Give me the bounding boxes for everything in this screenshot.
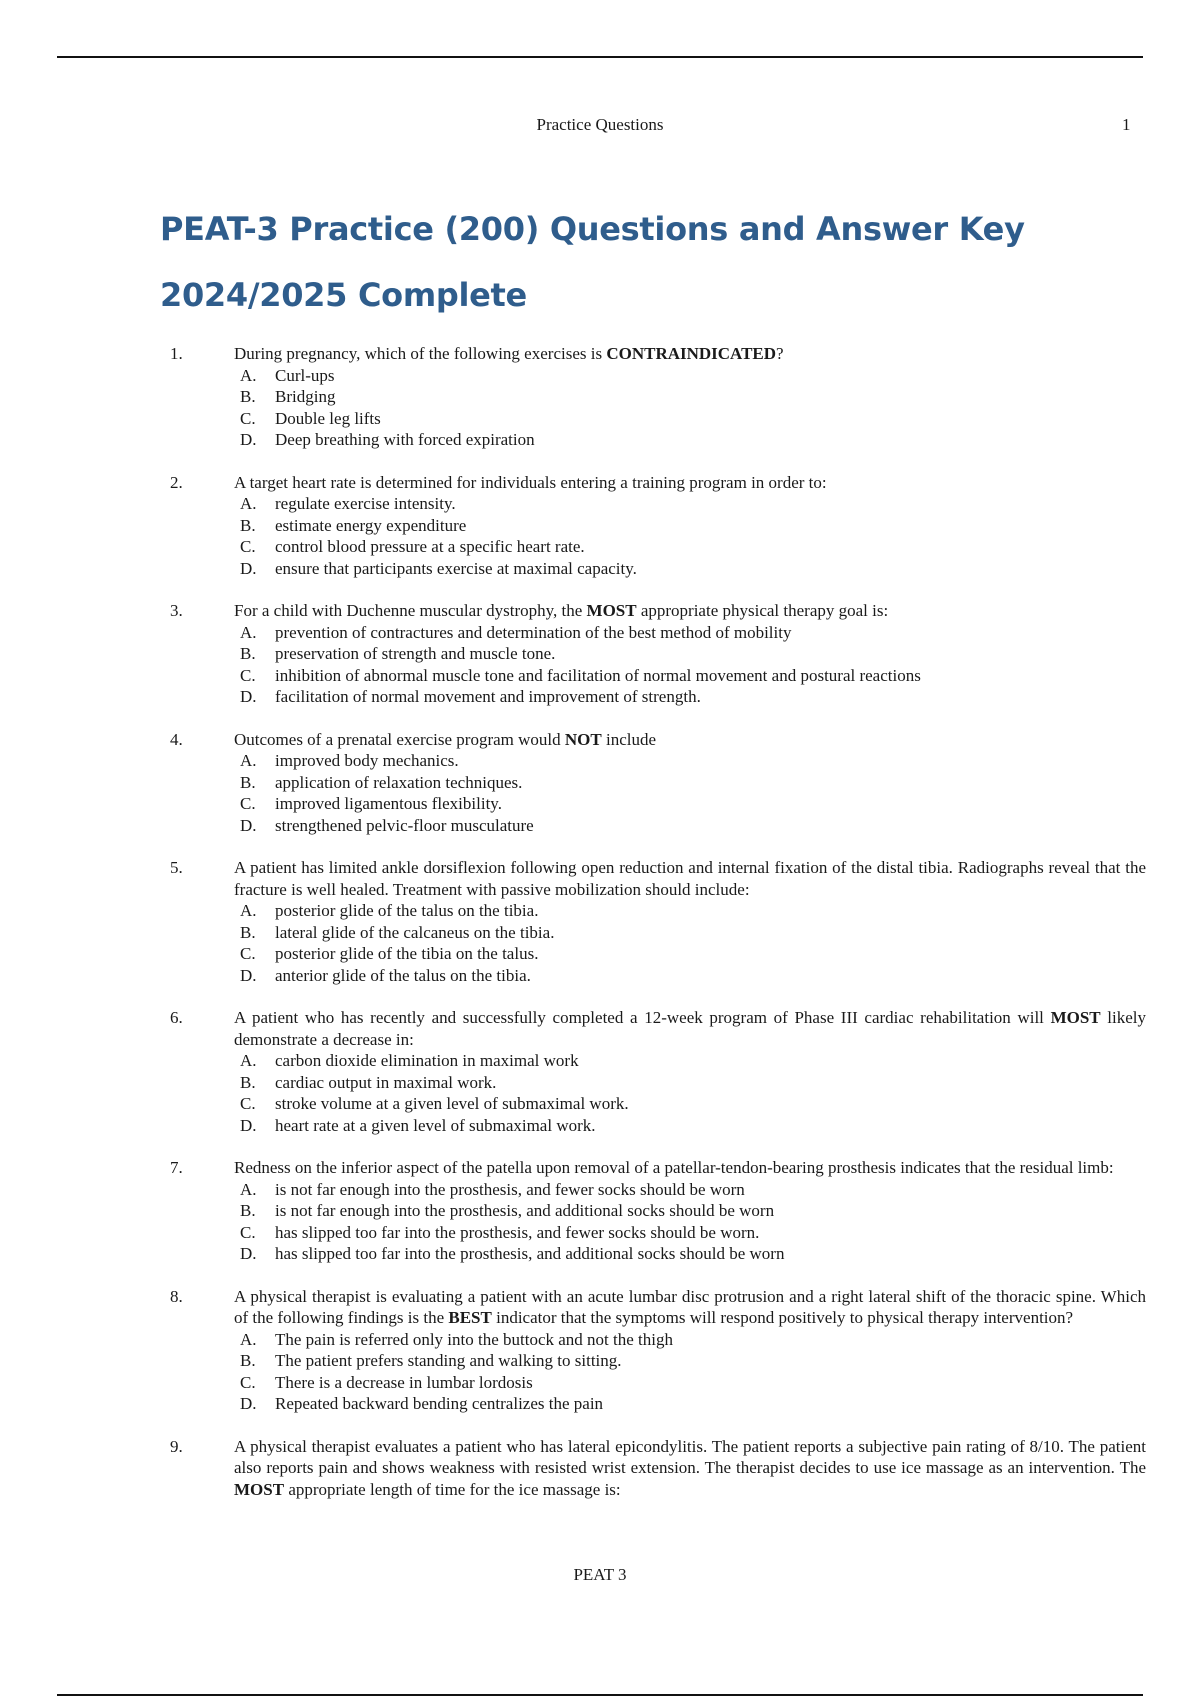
option-text: regulate exercise intensity. [275,494,456,513]
document-title: PEAT-3 Practice (200) Questions and Answer Key 2024/2025 Complete [160,210,1025,314]
option-letter: B. [240,387,256,406]
answer-option [0,1243,1200,1265]
option-letter: D. [240,430,257,449]
option-text: Curl-ups [275,365,335,385]
question-stem-text-end: likely demonstrate a decrease in: [234,1008,1146,1049]
answer-option [0,408,1200,430]
option-letter: D. [240,965,257,985]
answer-option [0,1350,1200,1372]
question-stem-text-end: appropriate physical therapy goal is: [636,601,889,620]
question-stem [234,1436,1146,1501]
answer-option [0,965,1200,987]
option-text: There is a decrease in lumbar lordosis [275,1372,533,1392]
option-text: posterior glide of the talus on the tibia. [275,901,539,920]
option-letter: D. [240,687,257,706]
option-letter: A. [240,1051,257,1070]
option-letter: A. [240,622,257,642]
question-stem [234,729,1146,751]
answer-option [0,558,1200,580]
option-text: is not far enough into the prosthesis, and additional socks should be worn [275,1201,775,1220]
option-letter: B. [240,772,256,792]
question-number: 2. [170,472,183,492]
answer-options [0,1050,1200,1136]
question-stem-text: A patient has limited ankle dorsiflexion following open reduction and internal fixation of the distal tibia. Radiographs reveal that the fracture is well healed. Treatment with passive mobilization should include: [234,858,1146,899]
option-letter: A. [240,751,257,770]
option-text: carbon dioxide elimination in maximal work [275,1051,579,1070]
question-item [0,1007,1200,1136]
question-stem-emphasis: MOST [586,601,637,620]
question-stem-text-end: ? [776,344,784,363]
question-stem-emphasis: MOST [234,1479,285,1499]
top-rule [57,56,1143,58]
question-stem [234,600,1146,622]
option-text: improved ligamentous flexibility. [275,794,502,813]
answer-option [0,1393,1200,1415]
option-letter: C. [240,1222,256,1242]
question-stem-text: A physical therapist is evaluating a patient with an acute lumbar disc protrusion and a right lateral shift of the thoracic spine. Which of the following findings is the [234,1286,1146,1327]
answer-options [0,1329,1200,1415]
option-text: improved body mechanics. [275,751,459,770]
answer-option [0,1222,1200,1244]
answer-option [0,665,1200,687]
question-stem-text: A physical therapist evaluates a patient who has lateral epicondylitis. The patient reports a subjective pain rating of 8/10. The patient also reports pain and shows weakness with resisted wrist extension. The therapist decides to use ice massage as an intervention. The [234,1436,1146,1477]
option-letter: B. [240,1072,256,1092]
option-letter: D. [240,1115,257,1135]
answer-option [0,1093,1200,1115]
option-letter: C. [240,794,256,813]
question-stem [234,343,1146,365]
page-number: 1 [1122,115,1131,134]
option-letter: A. [240,1179,257,1199]
question-item [0,1157,1200,1265]
question-stem-text: Redness on the inferior aspect of the patella upon removal of a patellar-tendon-bearing prosthesis indicates that the residual limb: [234,1158,1114,1177]
option-text: preservation of strength and muscle tone. [275,644,556,663]
option-text: Bridging [275,387,336,406]
question-stem [234,857,1146,900]
question-stem-text-end: appropriate length of time for the ice massage is: [284,1479,621,1499]
answer-option [0,386,1200,408]
option-text: cardiac output in maximal work. [275,1072,497,1092]
option-letter: B. [240,1201,256,1220]
option-text: application of relaxation techniques. [275,772,523,792]
answer-option [0,1372,1200,1394]
question-stem [234,1157,1146,1179]
option-letter: D. [240,1244,257,1263]
answer-option [0,1115,1200,1137]
question-stem-emphasis: NOT [564,729,602,749]
question-item [0,343,1200,451]
question-stem [234,1286,1146,1329]
option-letter: C. [240,944,256,963]
question-stem-text: A target heart rate is determined for individuals entering a training program in order to: [234,472,827,492]
question-number: 9. [170,1436,183,1456]
option-text: has slipped too far into the prosthesis, and fewer socks should be worn. [275,1222,760,1242]
option-text: lateral glide of the calcaneus on the tibia. [275,922,555,942]
question-number: 8. [170,1286,183,1306]
option-text: estimate energy expenditure [275,515,467,535]
option-letter: C. [240,408,256,428]
question-stem [234,472,1146,494]
answer-option [0,1200,1200,1222]
option-letter: D. [240,558,257,578]
option-letter: D. [240,1394,257,1413]
question-stem-text-end: include [601,729,657,749]
answer-option [0,365,1200,387]
question-item [0,600,1200,708]
question-list [0,343,1200,1521]
option-letter: B. [240,515,256,535]
answer-option [0,536,1200,558]
running-head: Practice Questions [536,115,664,134]
question-stem-text: For a child with Duchenne muscular dystrophy, the [234,601,587,620]
question-item [0,857,1200,986]
option-letter: B. [240,644,256,663]
answer-option [0,1329,1200,1351]
answer-option [0,815,1200,837]
answer-option [0,429,1200,451]
option-letter: A. [240,901,257,920]
option-text: is not far enough into the prosthesis, and fewer socks should be worn [275,1179,745,1199]
page-footer: PEAT 3 [573,1565,627,1584]
option-text: facilitation of normal movement and improvement of strength. [275,687,701,706]
option-text: strengthened pelvic-floor musculature [275,815,534,835]
question-stem [234,1007,1146,1050]
option-text: Deep breathing with forced expiration [275,430,535,449]
question-item [0,472,1200,580]
answer-options [0,750,1200,836]
question-number: 6. [170,1008,183,1027]
answer-option [0,1072,1200,1094]
answer-option [0,643,1200,665]
question-number: 4. [170,729,183,749]
option-text: posterior glide of the tibia on the talus. [275,944,539,963]
answer-option [0,900,1200,922]
option-text: control blood pressure at a specific heart rate. [275,537,585,556]
option-letter: D. [240,815,257,835]
question-number: 1. [170,344,183,363]
question-stem-text: A patient who has recently and successfully completed a 12-week program of Phase III cardiac rehabilitation will [234,1008,1051,1027]
question-item [0,1286,1200,1415]
question-number: 3. [170,601,183,620]
answer-options [0,1179,1200,1265]
option-text: stroke volume at a given level of submaximal work. [275,1094,629,1113]
answer-option [0,943,1200,965]
question-stem-text: Outcomes of a prenatal exercise program would [234,729,565,749]
answer-option [0,686,1200,708]
option-letter: C. [240,1372,256,1392]
answer-option [0,793,1200,815]
answer-option [0,750,1200,772]
question-stem-text: During pregnancy, which of the following exercises is [234,344,607,363]
option-letter: B. [240,922,256,942]
option-letter: B. [240,1351,256,1370]
option-text: ensure that participants exercise at maximal capacity. [275,558,637,578]
question-item [0,1436,1200,1501]
question-number: 5. [170,858,183,877]
answer-options [0,365,1200,451]
option-letter: C. [240,665,256,685]
option-text: inhibition of abnormal muscle tone and facilitation of normal movement and postural reactions [275,665,921,685]
answer-option [0,1050,1200,1072]
answer-option [0,772,1200,794]
answer-options [0,622,1200,708]
bottom-rule [57,1694,1143,1696]
option-letter: C. [240,537,256,556]
answer-option [0,922,1200,944]
option-letter: A. [240,365,257,385]
option-text: Double leg lifts [275,408,381,428]
answer-option [0,515,1200,537]
answer-option [0,493,1200,515]
option-letter: A. [240,494,257,513]
answer-option [0,1179,1200,1201]
answer-options [0,900,1200,986]
question-item [0,729,1200,837]
option-text: prevention of contractures and determination of the best method of mobility [275,622,792,642]
question-stem-emphasis: BEST [448,1308,492,1327]
option-letter: A. [240,1329,257,1349]
option-text: The pain is referred only into the buttock and not the thigh [275,1329,673,1349]
option-text: Repeated backward bending centralizes the pain [275,1394,604,1413]
answer-option [0,622,1200,644]
question-stem-emphasis: MOST [1050,1008,1101,1027]
option-letter: C. [240,1094,256,1113]
question-stem-emphasis: CONTRAINDICATED [606,344,777,363]
option-text: The patient prefers standing and walking to sitting. [275,1351,622,1370]
option-text: anterior glide of the talus on the tibia. [275,965,531,985]
question-number: 7. [170,1158,183,1177]
answer-options [0,493,1200,579]
option-text: has slipped too far into the prosthesis, and additional socks should be worn [275,1244,785,1263]
question-stem-text-end: indicator that the symptoms will respond positively to physical therapy intervention? [491,1308,1074,1327]
option-text: heart rate at a given level of submaximal work. [275,1115,596,1135]
